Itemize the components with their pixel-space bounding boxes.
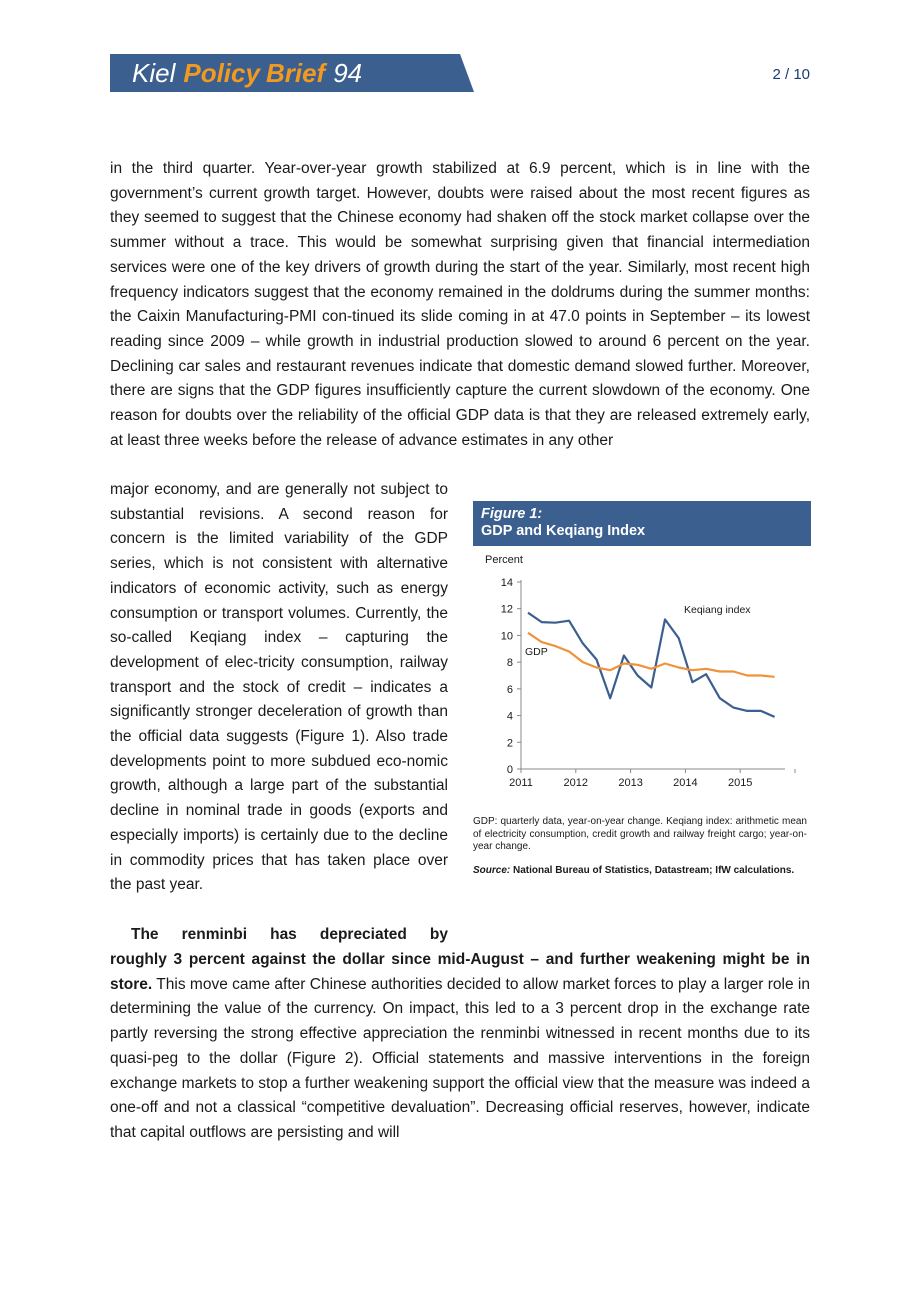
y-tick-label: 6 (506, 683, 513, 696)
y-tick-label: 2 (506, 737, 513, 750)
y-axis-label: Percent (485, 554, 523, 566)
header-bar (110, 54, 474, 92)
figure-header (473, 501, 811, 546)
source-label: Source: (473, 865, 511, 876)
x-tick-label: 2014 (673, 777, 698, 789)
figure-1 (473, 501, 811, 796)
body-paragraph-2-text: This move came after Chinese authorities decided to allow market forces to play a larger role in determining the value of the currency. On impact, this led to a 3 percent drop in the exchange rate partly reversing the strong effective appreciation the renminbi witnessed in recent months due to its quasi-peg to the dollar (Figure 2). Official statements and massive interventions in the foreign exchange markets to stop a further weakening support the official view that the measure was indeed a one-off and not a classical “competitive devaluation”. Decreasing official reserves, however, indicate that capital outflows are persisting and will (110, 975, 810, 1141)
body-paragraph-2-lead: The renminbi has depreciated by (131, 926, 448, 943)
body-paragraph-1: in the third quarter. Year-over-year growth stabilized at 6.9 percent, which is in line with the government’s current growth target. However, doubts were raised about the most recent figures as they seemed to suggest that the Chinese economy had shaken off the stock market collapse over the summer without a trace. This would be somewhat surprising given that financial intermediation services were one of the key drivers of growth during the start of the year. Similarly, most recent high frequency indicators suggest that the economy remained in the doldrums during the summer months: the Caixin Manufacturing-PMI con-tinued its slide coming in at 47.0 points in September – its lowest reading since 2009 – while growth in industrial production slowed to around 6 percent on the year. Declining car sales and restaurant revenues indicate that domestic demand slowed further. Moreover, there are signs that the GDP figures insufficiently capture the current slowdown of the economy. One reason for doubts over the reliability of the official GDP data is that they are released extremely early, at least three weeks before the release of advance estimates in any other (110, 160, 810, 449)
figure-title: GDP and Keqiang Index (481, 523, 646, 539)
keqiang-index-series-label: Keqiang index (684, 604, 751, 616)
figure-label: Figure 1: (481, 506, 543, 522)
title-kiel: Kiel (132, 58, 176, 88)
body-paragraph-2-lead-continued: roughly 3 percent against the dollar since mid-August – and further weakening might be in store. (110, 951, 810, 993)
body-paragraph-2 (110, 948, 810, 1146)
y-tick-label: 12 (500, 603, 513, 616)
figure-note: GDP: quarterly data, year-on-year change. Keqiang index: arithmetic mean of electricity consumption, credit growth and railway freight cargo; year-on-year change. (473, 816, 807, 852)
x-tick-label: 2011 (509, 777, 533, 789)
title-policy: Policy (183, 58, 260, 88)
x-tick-label: 2013 (618, 777, 643, 789)
y-tick-label: 14 (500, 577, 513, 589)
title-brief: Brief (265, 58, 326, 88)
source-text: National Bureau of Statistics, Datastream; IfW calculations. (510, 865, 795, 876)
title-issue-number: 94 (333, 58, 363, 88)
gdp-line (528, 633, 775, 677)
page-number: 2 / 10 (772, 66, 810, 83)
y-tick-label: 0 (506, 764, 513, 776)
publication-title (132, 55, 362, 91)
keqiang-index-line (528, 613, 775, 717)
y-tick-label: 4 (506, 710, 513, 723)
gdp-series-label: GDP (525, 646, 548, 658)
line-chart (473, 546, 811, 796)
x-tick-label: 2012 (563, 777, 589, 789)
y-tick-label: 10 (500, 630, 513, 643)
body-paragraph-1-column: major economy, and are generally not subject to substantial revisions. A second reason for concern is the limited variability of the GDP series, which is not consistent with alternative indicators of economic activity, such as energy consumption or transport volumes. Currently, the so-called Keqiang index – capturing the development of elec-tricity consumption, railway transport and the stock of credit – indicates a significantly stronger deceleration of growth than the official data suggests (Figure 1). Also trade developments point to more subdued eco-nomic growth, although a large part of the substantial decline in nominal trade in goods (exports and especially imports) is certainly due to the decline in commodity prices that has taken place over the past year. (110, 481, 448, 894)
figure-source (473, 865, 807, 878)
x-tick-label: 2015 (727, 777, 753, 789)
y-tick-label: 8 (506, 657, 513, 670)
